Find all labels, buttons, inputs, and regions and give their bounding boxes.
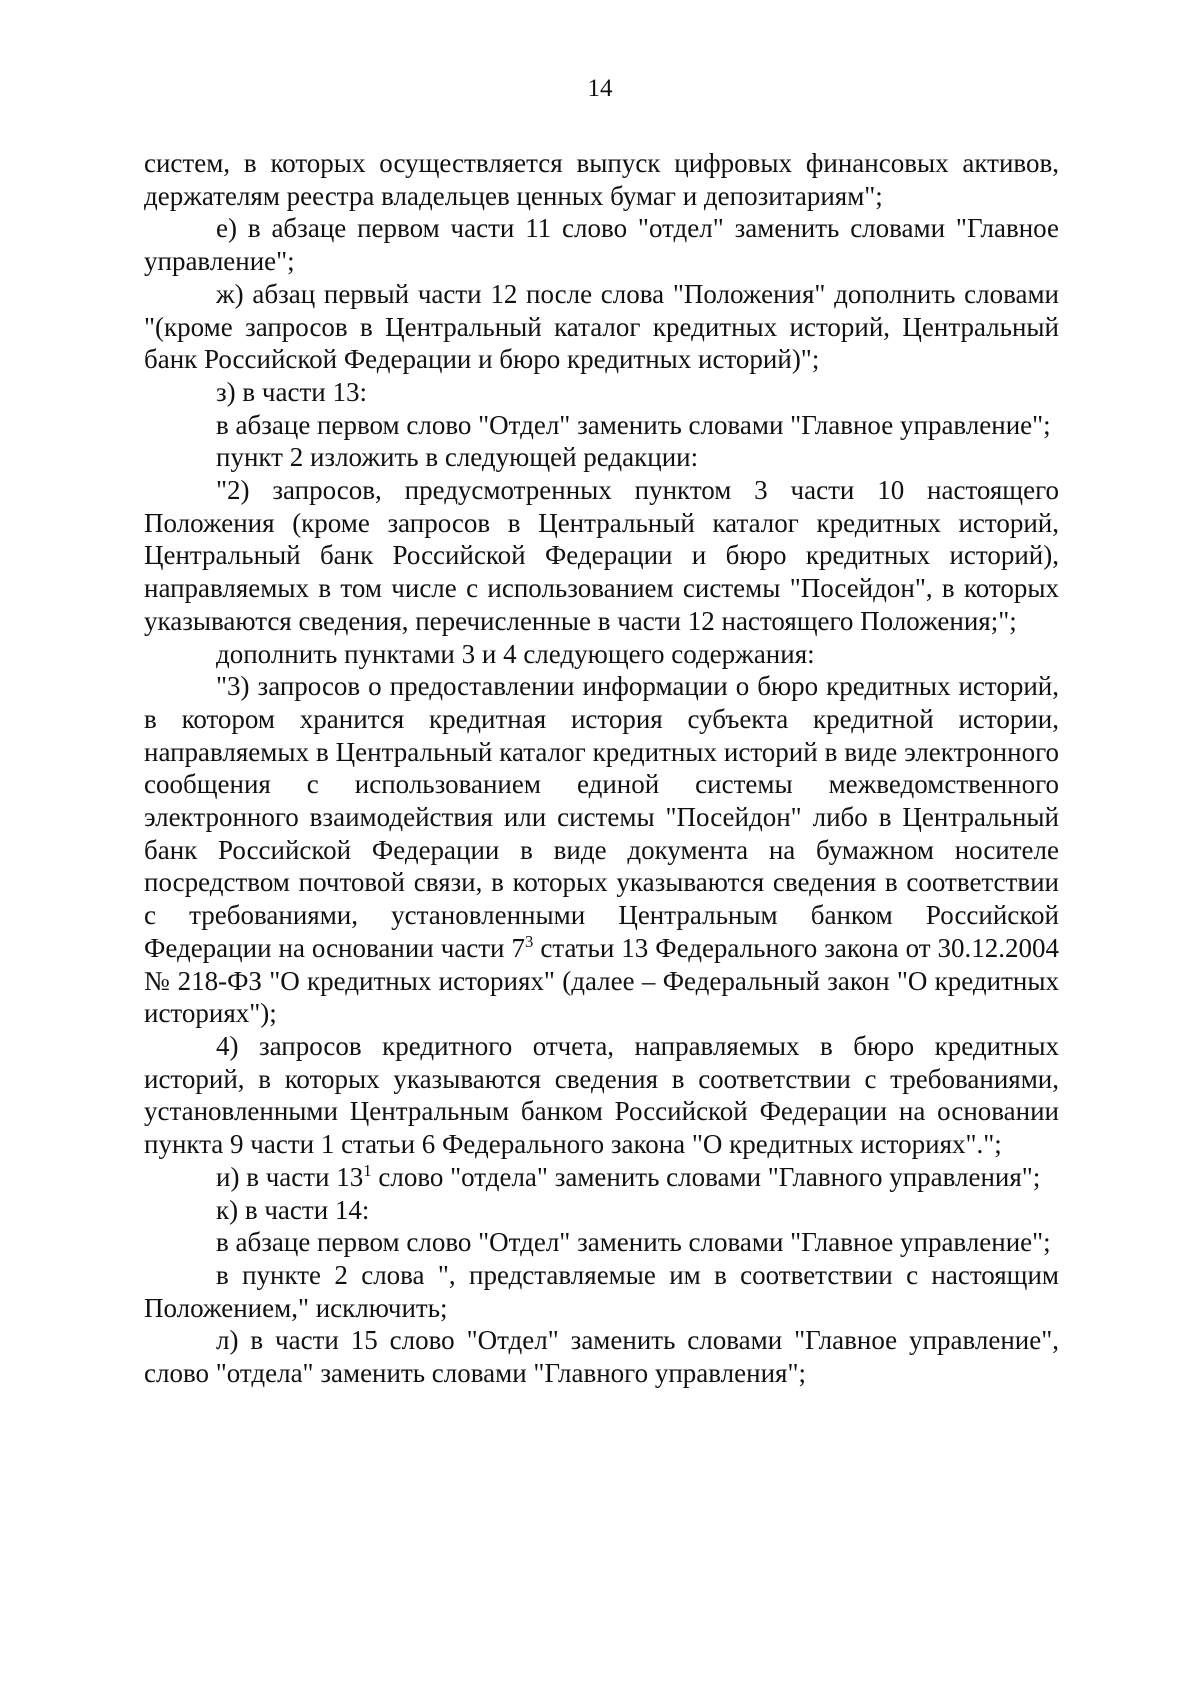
superscript-3: 3	[524, 931, 534, 951]
paragraph-z-punkt-2-intro: пункт 2 изложить в следующей редакции:	[216, 442, 699, 473]
paragraph-item-i	[144, 1161, 1059, 1194]
paragraph-k-first-abzats: в абзаце первом слово "Отдел" заменить словами "Главное управление";	[216, 1227, 1051, 1258]
paragraph-item-e: е) в абзаце первом части 11 слово "отдел" заменить словами "Главное управление";	[144, 213, 1059, 277]
paragraph-punkt-3-text	[144, 670, 1059, 1030]
punkt-3-text-start: "3) запросов о предоставлении информации о бюро кредитных историй, в котором хранится кредитная история субъекта кредитной истории, направляемых в Центральный каталог кредитных историй в виде электронного сообщения с использованием единой системы межведомственного электронного взаимодействия или системы "Посейдон" либо в Центральный банк Российской Федерации в виде документа на бумажном носителе посредством почтовой связи, в которых указываются сведения в соответствии с требованиями, установленными Центральным банком Российской Федерации на основании части 7	[144, 671, 1059, 963]
paragraph-z-first-abzats: в абзаце первом слово "Отдел" заменить словами "Главное управление";	[216, 409, 1051, 440]
paragraph-punkt-4-text: 4) запросов кредитного отчета, направляемых в бюро кредитных историй, в которых указываются сведения в соответствии с требованиями, установленными Центральным банком Российской Федерации на основании пункта 9 части 1 статьи 6 Федерального закона "О кредитных историях".";	[144, 1030, 1059, 1160]
paragraph-item-k: к) в части 14:	[216, 1194, 370, 1225]
paragraph-k-punkt-2: в пункте 2 слова ", представляемые им в соответствии с настоящим Положением," исключить;	[144, 1259, 1059, 1323]
superscript-1: 1	[363, 1160, 372, 1180]
paragraph-item-zh: ж) абзац первый части 12 после слова "Положения" дополнить словами "(кроме запросов в Центральный каталог кредитных историй, Центральный банк Российской Федерации и бюро кредитных историй)";	[144, 278, 1059, 375]
paragraph-item-l: л) в части 15 слово "Отдел" заменить словами "Главное управление", слово "отдела" заменить словами "Главного управления";	[144, 1325, 1059, 1389]
document-body	[144, 147, 1059, 1390]
item-i-text-start: и) в части 13	[216, 1161, 364, 1192]
paragraph-continuation: систем, в которых осуществляется выпуск цифровых финансовых активов, держателям реестра владельцев ценных бумаг и депозитариям";	[144, 148, 1059, 211]
page-number: 14	[587, 75, 613, 102]
punkt-3-text-end: статьи 13 Федерального закона от 30.12.2004 № 218-ФЗ "О кредитных историях" (далее – Федеральный закон "О кредитных историях");	[144, 932, 1059, 1029]
paragraph-add-punkty-3-4: дополнить пунктами 3 и 4 следующего содержания:	[216, 638, 815, 669]
paragraph-item-z: з) в части 13:	[216, 376, 367, 407]
item-i-text-end: слово "отдела" заменить словами "Главного управления";	[371, 1161, 1041, 1192]
paragraph-punkt-2-text: "2) запросов, предусмотренных пунктом 3 части 10 настоящего Положения (кроме запросов в Центральный каталог кредитных историй, Центральный банк Российской Федерации и бюро кредитных историй), направляемых в том числе с использованием системы "Посейдон", в которых указываются сведения, перечисленные в части 12 настоящего Положения;";	[144, 475, 1059, 636]
